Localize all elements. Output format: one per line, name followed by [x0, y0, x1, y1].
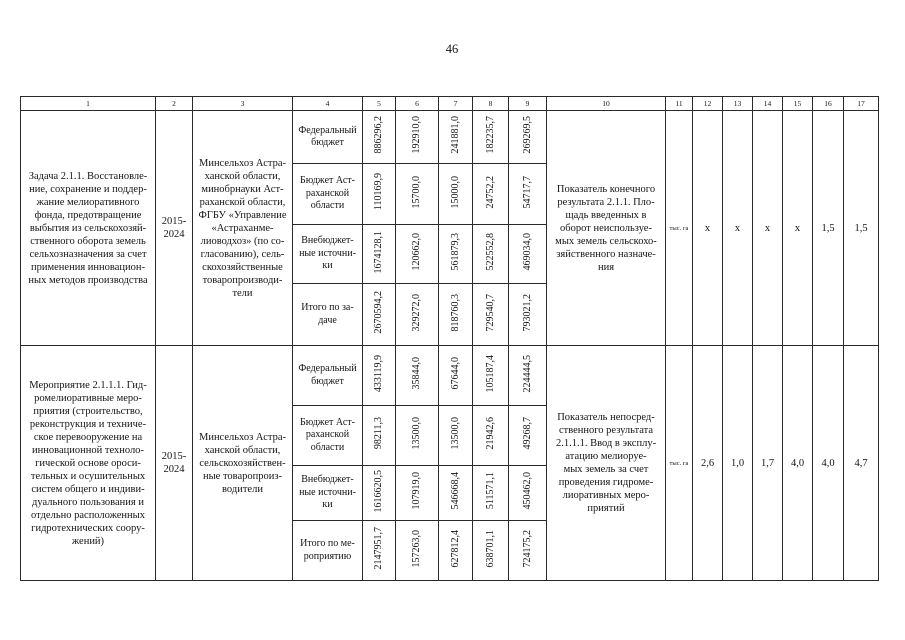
funding-value-cell — [509, 164, 547, 225]
funding-value-cell — [473, 225, 509, 284]
funding-value: 1674128,1 — [373, 230, 384, 274]
funding-value-cell — [439, 346, 473, 406]
funding-value: 2147951,7 — [373, 527, 384, 570]
funding-value: 192910,0 — [411, 116, 422, 154]
indicator-value: 4,0 — [783, 346, 813, 581]
funding-source: Внебюджет- ные источни- ки — [293, 466, 363, 521]
indicator-value: 2,6 — [693, 346, 723, 581]
funding-value: 886296,2 — [373, 116, 384, 154]
column-number: 10 — [547, 97, 666, 111]
column-number: 14 — [753, 97, 783, 111]
funding-value: 627812,4 — [449, 529, 461, 568]
indicator-description: Показатель конечного результата 2.1.1. Пло- щадь введенных в оборот неиспользуе- мых земель сельскохо- зяйственного назначе- ния — [547, 111, 666, 346]
funding-value: 107919,0 — [411, 472, 422, 510]
indicator-value: 1,0 — [723, 346, 753, 581]
funding-value-cell — [473, 466, 509, 521]
funding-value: 522552,8 — [484, 233, 496, 271]
funding-value-cell — [396, 466, 439, 521]
funding-value: 105187,4 — [484, 354, 496, 393]
funding-value: 269269,5 — [521, 116, 533, 154]
funding-value-cell — [439, 164, 473, 225]
funding-value-cell — [363, 111, 396, 164]
column-number: 4 — [293, 97, 363, 111]
funding-value: 469034,0 — [521, 233, 533, 271]
funding-value-cell — [396, 225, 439, 284]
column-number: 3 — [193, 97, 293, 111]
unit: тыс. га — [666, 346, 693, 581]
funding-value-cell — [439, 111, 473, 164]
funding-value-cell — [439, 284, 473, 346]
funding-value: 13500,0 — [449, 417, 461, 450]
funding-value: 98211,3 — [373, 417, 384, 450]
funding-value-cell — [473, 346, 509, 406]
funding-value-cell — [473, 164, 509, 225]
funding-value: 120662,0 — [411, 233, 422, 271]
funding-source: Итого по ме- роприятию — [293, 521, 363, 581]
indicator-value: x — [693, 111, 723, 346]
funding-source: Внебюджет- ные источни- ки — [293, 225, 363, 284]
column-number: 8 — [473, 97, 509, 111]
column-number: 12 — [693, 97, 723, 111]
funding-value: 54717,7 — [521, 175, 533, 209]
column-number: 17 — [844, 97, 879, 111]
indicator-value: 1,7 — [753, 346, 783, 581]
indicator-description: Показатель непосред- ственного результата 2.1.1.1. Ввод в эксплу- атацию мелиоруе- мых земель за счет проведения гидроме- лиоративных меро- приятий — [547, 346, 666, 581]
funding-value: 638701,1 — [484, 529, 496, 568]
funding-value-cell — [439, 406, 473, 466]
funding-value-cell — [509, 466, 547, 521]
funding-value: 49268,7 — [521, 417, 533, 450]
funding-value: 15000,0 — [449, 175, 461, 209]
period: 2015- 2024 — [156, 111, 193, 346]
funding-value: 13500,0 — [411, 417, 422, 450]
header-row — [21, 97, 879, 111]
funding-value-cell — [509, 521, 547, 581]
column-number: 1 — [21, 97, 156, 111]
funding-value-cell — [439, 225, 473, 284]
indicator-value: 1,5 — [813, 111, 844, 346]
funding-value-cell — [473, 406, 509, 466]
funding-value-cell — [396, 521, 439, 581]
funding-value: 793021,2 — [521, 293, 533, 332]
funding-value: 21942,6 — [484, 417, 496, 450]
funding-value-cell — [396, 346, 439, 406]
indicator-value: 1,5 — [844, 111, 879, 346]
funding-value: 511571,1 — [484, 472, 496, 510]
unit: тыс. га — [666, 111, 693, 346]
page-number: 46 — [445, 42, 459, 56]
funding-value: 546668,4 — [449, 472, 461, 510]
funding-value-cell — [509, 111, 547, 164]
column-number: 16 — [813, 97, 844, 111]
funding-value-cell — [473, 521, 509, 581]
funding-value-cell — [509, 284, 547, 346]
funding-value-cell — [363, 521, 396, 581]
funding-value-cell — [509, 346, 547, 406]
funding-source: Бюджет Аст- раханской области — [293, 406, 363, 466]
funding-value-cell — [396, 284, 439, 346]
funding-value: 2670594,2 — [373, 291, 384, 334]
column-number: 7 — [439, 97, 473, 111]
executors: Минсельхоз Астра- ханской области, сельскохозяйствен- ные товаропроиз- водители — [193, 346, 293, 581]
funding-value-cell — [363, 466, 396, 521]
column-number: 6 — [396, 97, 439, 111]
funding-value-cell — [396, 111, 439, 164]
funding-value: 15700,0 — [411, 175, 422, 209]
funding-value: 157263,0 — [411, 529, 422, 568]
funding-value: 35844,0 — [411, 357, 422, 390]
funding-value-cell — [363, 406, 396, 466]
column-number: 11 — [666, 97, 693, 111]
indicator-value: 4,7 — [844, 346, 879, 581]
funding-value: 329272,0 — [411, 293, 422, 332]
column-number: 15 — [783, 97, 813, 111]
indicator-value: 4,0 — [813, 346, 844, 581]
funding-value: 224444,5 — [521, 354, 533, 393]
funding-source: Федеральный бюджет — [293, 346, 363, 406]
table-row — [21, 346, 879, 406]
funding-value-cell — [473, 111, 509, 164]
column-number: 9 — [509, 97, 547, 111]
funding-value: 724175,2 — [521, 529, 533, 568]
funding-value: 24752,2 — [484, 175, 496, 209]
funding-value-cell — [363, 284, 396, 346]
funding-value-cell — [396, 406, 439, 466]
funding-source: Федеральный бюджет — [293, 111, 363, 164]
activity-description: Мероприятие 2.1.1.1. Гид- ромелиоративные меро- приятия (строительство, реконструкция и техниче- ское перевооружение на инновационной техноло- гической основе ороси- тельных и осушительных систем общего и индиви- дуального пользования и отдельно расположенных гидротехнических соору- жений) — [21, 346, 156, 581]
indicator-value: x — [753, 111, 783, 346]
task-description: Задача 2.1.1. Восстановле- ние, сохранение и поддер- жание мелиоративного фонда, предотвращение выбытия из сельскохозяй- ственного оборота земель сельхозназначения за счет применения инновацион- ных методов производства — [21, 111, 156, 346]
program-table — [20, 96, 879, 581]
funding-value-cell — [396, 164, 439, 225]
funding-value-cell — [439, 521, 473, 581]
indicator-value: x — [783, 111, 813, 346]
funding-value-cell — [509, 225, 547, 284]
funding-value: 110169,9 — [373, 173, 384, 211]
table-row — [21, 111, 879, 164]
funding-value-cell — [439, 466, 473, 521]
column-number: 13 — [723, 97, 753, 111]
table-body — [21, 97, 879, 581]
executors: Минсельхоз Астра- ханской области, минобрнауки Аст- раханской области, ФГБУ «Управление «Астраханме- лиоводхоз» (по со- гласованию), сель- скохозяйственные товаропроизводи- тели — [193, 111, 293, 346]
indicator-value: x — [723, 111, 753, 346]
funding-value-cell — [473, 284, 509, 346]
funding-value-cell — [363, 225, 396, 284]
funding-value-cell — [509, 406, 547, 466]
funding-value: 67644,0 — [449, 357, 461, 390]
funding-value-cell — [363, 164, 396, 225]
funding-value: 433119,9 — [373, 354, 384, 393]
funding-source: Итого по за- даче — [293, 284, 363, 346]
funding-value: 818760,3 — [449, 293, 461, 332]
column-number: 5 — [363, 97, 396, 111]
funding-value: 561879,3 — [449, 233, 461, 271]
funding-value: 450462,0 — [521, 472, 533, 510]
funding-value: 729540,7 — [484, 293, 496, 332]
period: 2015- 2024 — [156, 346, 193, 581]
funding-value: 182235,7 — [484, 116, 496, 154]
column-number: 2 — [156, 97, 193, 111]
funding-value: 1616620,5 — [373, 469, 384, 513]
funding-source: Бюджет Аст- раханской области — [293, 164, 363, 225]
funding-value-cell — [363, 346, 396, 406]
funding-value: 241881,0 — [449, 116, 461, 154]
